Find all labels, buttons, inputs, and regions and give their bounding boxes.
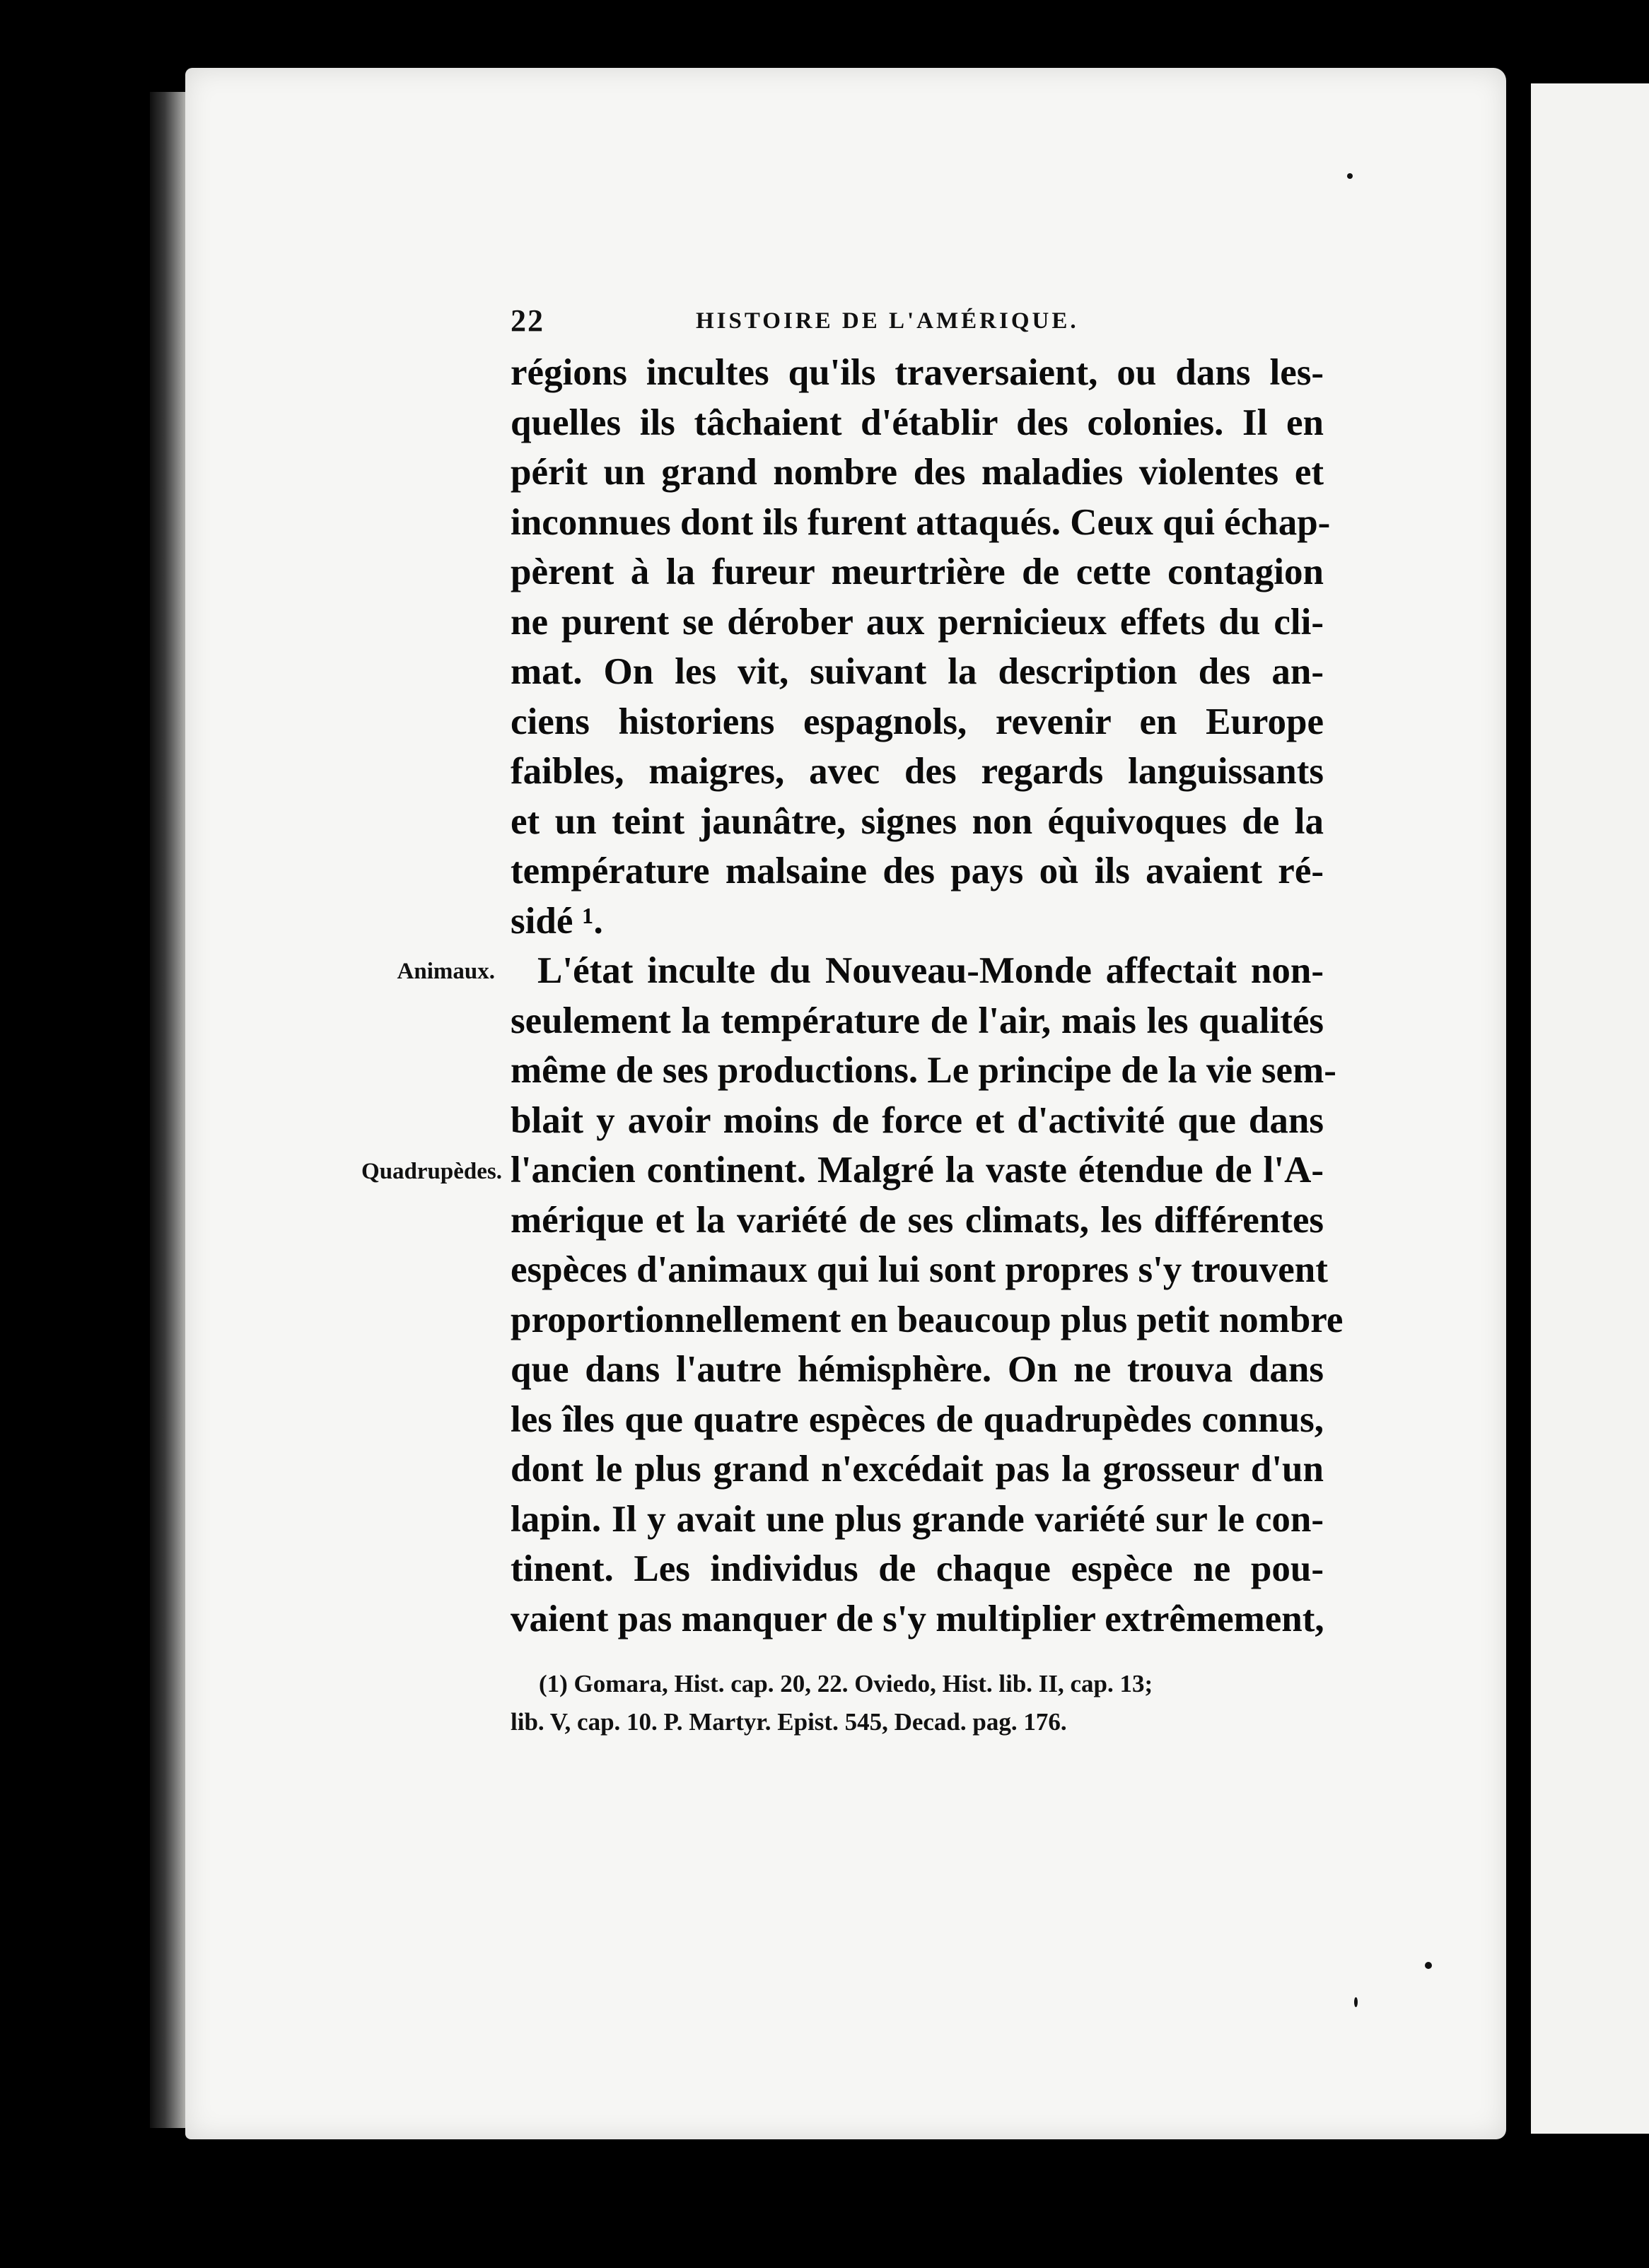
ink-speck bbox=[1347, 173, 1353, 179]
text-line: périt un grand nombre des maladies violentes et bbox=[511, 452, 1324, 493]
text-line: même de ses productions. Le principe de la vie sem- bbox=[511, 1050, 1336, 1091]
facing-page-edge bbox=[1520, 83, 1649, 2134]
text-line: tinent. Les individus de chaque espèce ne pou- bbox=[511, 1548, 1324, 1589]
running-head: HISTOIRE DE L'AMÉRIQUE. bbox=[696, 308, 1079, 334]
text-line: régions incultes qu'ils traversaient, ou dans les- bbox=[511, 352, 1324, 393]
text-line: quelles ils tâchaient d'établir des colonies. Il en bbox=[511, 402, 1324, 443]
text-line: seulement la température de l'air, mais les qualités bbox=[511, 1000, 1324, 1041]
text-line: espèces d'animaux qui lui sont propres s'y trouvent bbox=[511, 1249, 1328, 1290]
footnotes bbox=[511, 1665, 1317, 1741]
text-line: ne purent se dérober aux pernicieux effets du cli- bbox=[511, 601, 1324, 643]
page-number: 22 bbox=[511, 303, 544, 338]
ink-speck bbox=[1354, 1997, 1358, 2007]
text-line: ciens historiens espagnols, revenir en Europe bbox=[511, 701, 1324, 742]
text-line: L'état inculte du Nouveau-Monde affectait non- bbox=[537, 950, 1324, 991]
margin-note-quadrupedes: Quadrupèdes. bbox=[361, 1159, 502, 1184]
text-line: sidé ¹. bbox=[511, 900, 603, 942]
text-line: faibles, maigres, avec des regards languissants bbox=[511, 751, 1324, 792]
text-line: et un teint jaunâtre, signes non équivoques de la bbox=[511, 800, 1324, 842]
text-line: mérique et la variété de ses climats, les différentes bbox=[511, 1199, 1324, 1241]
text-line: proportionnellement en beaucoup plus petit nombre bbox=[511, 1299, 1344, 1340]
text-line: lapin. Il y avait une plus grande variété sur le con- bbox=[511, 1498, 1324, 1540]
text-line: pèrent à la fureur meurtrière de cette contagion bbox=[511, 551, 1324, 592]
ink-speck bbox=[1425, 1962, 1432, 1969]
text-line: l'ancien continent. Malgré la vaste étendue de l'A- bbox=[511, 1150, 1324, 1191]
footnote-line: (1) Gomara, Hist. cap. 20, 22. Oviedo, Hist. lib. II, cap. 13; bbox=[539, 1670, 1153, 1697]
footnote-line: lib. V, cap. 10. P. Martyr. Epist. 545, Decad. pag. 176. bbox=[511, 1708, 1067, 1736]
text-line: dont le plus grand n'excédait pas la grosseur d'un bbox=[511, 1449, 1324, 1490]
text-line: vaient pas manquer de s'y multiplier extrêmement, bbox=[511, 1598, 1324, 1639]
text-line: blait y avoir moins de force et d'activité que dans bbox=[511, 1099, 1324, 1141]
text-line: les îles que quatre espèces de quadrupèdes connus, bbox=[511, 1398, 1324, 1440]
text-line: inconnues dont ils furent attaqués. Ceux qui échap- bbox=[511, 501, 1331, 543]
body-text bbox=[511, 348, 1344, 1644]
text-line: température malsaine des pays où ils avaient ré- bbox=[511, 850, 1324, 892]
margin-note-animaux: Animaux. bbox=[397, 959, 495, 984]
text-line: mat. On les vit, suivant la description des an- bbox=[511, 651, 1324, 692]
text-line: que dans l'autre hémisphère. On ne trouva dans bbox=[511, 1349, 1324, 1390]
